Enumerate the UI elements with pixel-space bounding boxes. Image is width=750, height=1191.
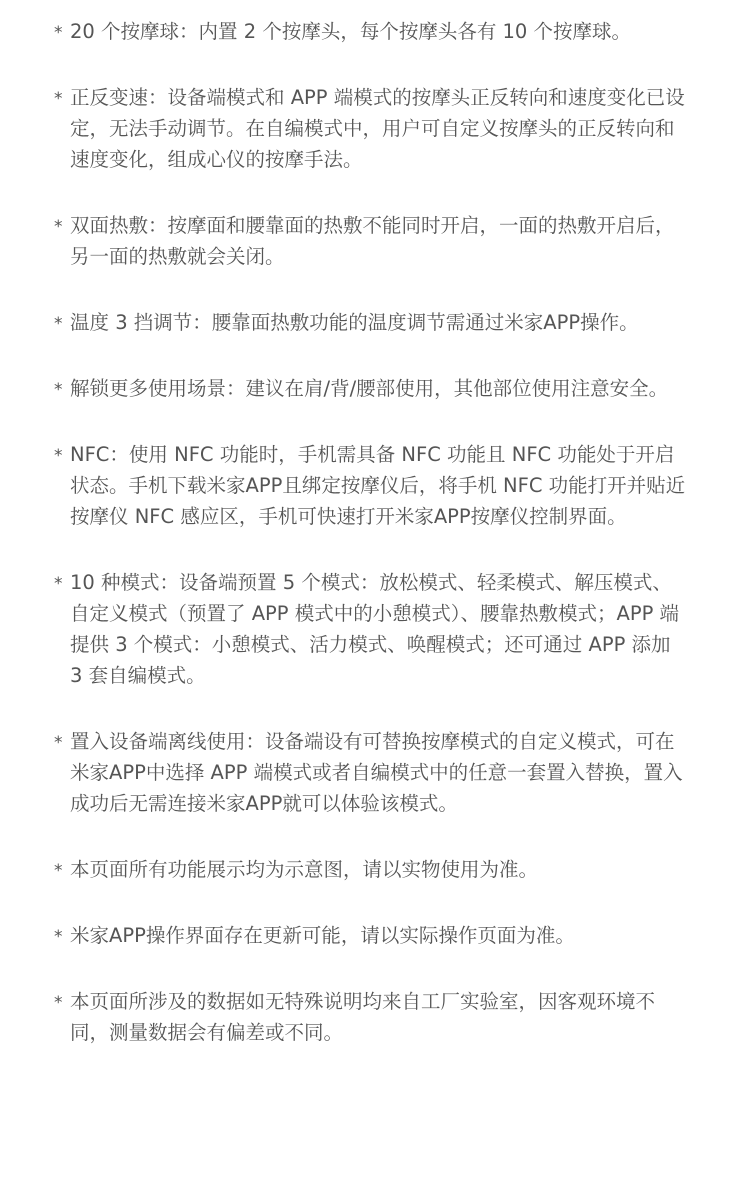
asterisk-marker: *: [54, 733, 63, 753]
footnote-text: 20 个按摩球：内置 2 个按摩头，每个按摩头各有 10 个按摩球。: [70, 20, 632, 43]
footnote-item: [0, 82, 750, 175]
asterisk-marker: *: [54, 861, 63, 881]
footnote-text: 本页面所有功能展示均为示意图，请以实物使用为准。: [70, 858, 539, 881]
footnote-item: [0, 986, 750, 1048]
asterisk-marker: *: [54, 927, 63, 947]
footnote-list: [0, 16, 750, 1048]
footnote-text: 正反变速：设备端模式和 APP 端模式的按摩头正反转向和速度变化已设定，无法手动调节。在自编模式中，用户可自定义按摩头的正反转向和速度变化，组成心仪的按摩手法。: [70, 86, 685, 171]
asterisk-marker: *: [54, 314, 63, 334]
footnote-text: 温度 3 挡调节：腰靠面热敷功能的温度调节需通过米家APP操作。: [70, 311, 639, 334]
footnote-text: 米家APP操作界面存在更新可能，请以实际操作页面为准。: [70, 924, 575, 947]
asterisk-marker: *: [54, 574, 63, 594]
footnote-item: [0, 439, 750, 532]
footnote-item: [0, 16, 750, 47]
footnote-text: 解锁更多使用场景：建议在肩/背/腰部使用，其他部位使用注意安全。: [70, 377, 669, 400]
footnote-item: [0, 307, 750, 338]
footnote-text: NFC：使用 NFC 功能时，手机需具备 NFC 功能且 NFC 功能处于开启状态。手机下载米家APP且绑定按摩仪后，将手机 NFC 功能打开并贴近按摩仪 NFC 感应区，手机可快速打开米家APP按摩仪控制界面。: [70, 443, 686, 528]
footnote-text: 本页面所涉及的数据如无特殊说明均来自工厂实验室，因客观环境不同，测量数据会有偏差或不同。: [70, 990, 656, 1044]
asterisk-marker: *: [54, 993, 63, 1013]
asterisk-marker: *: [54, 89, 63, 109]
footnote-text: 10 种模式：设备端预置 5 个模式：放松模式、轻柔模式、解压模式、自定义模式（预置了 APP 模式中的小憩模式）、腰靠热敷模式；APP 端提供 3 个模式：小憩模式、活力模式、唤醒模式；还可通过 APP 添加 3 套自编模式。: [70, 571, 680, 687]
footnote-text: 置入设备端离线使用：设备端设有可替换按摩模式的自定义模式，可在米家APP中选择 APP 端模式或者自编模式中的任意一套置入替换，置入成功后无需连接米家APP就可以体验该模式。: [70, 730, 683, 815]
footnote-item: [0, 920, 750, 951]
asterisk-marker: *: [54, 446, 63, 466]
footnote-item: [0, 726, 750, 819]
asterisk-marker: *: [54, 23, 63, 43]
footnote-item: [0, 210, 750, 272]
footnote-item: [0, 567, 750, 691]
footnote-item: [0, 373, 750, 404]
asterisk-marker: *: [54, 380, 63, 400]
footnote-text: 双面热敷：按摩面和腰靠面的热敷不能同时开启，一面的热敷开启后，另一面的热敷就会关闭。: [70, 214, 675, 268]
footnote-item: [0, 854, 750, 885]
asterisk-marker: *: [54, 217, 63, 237]
